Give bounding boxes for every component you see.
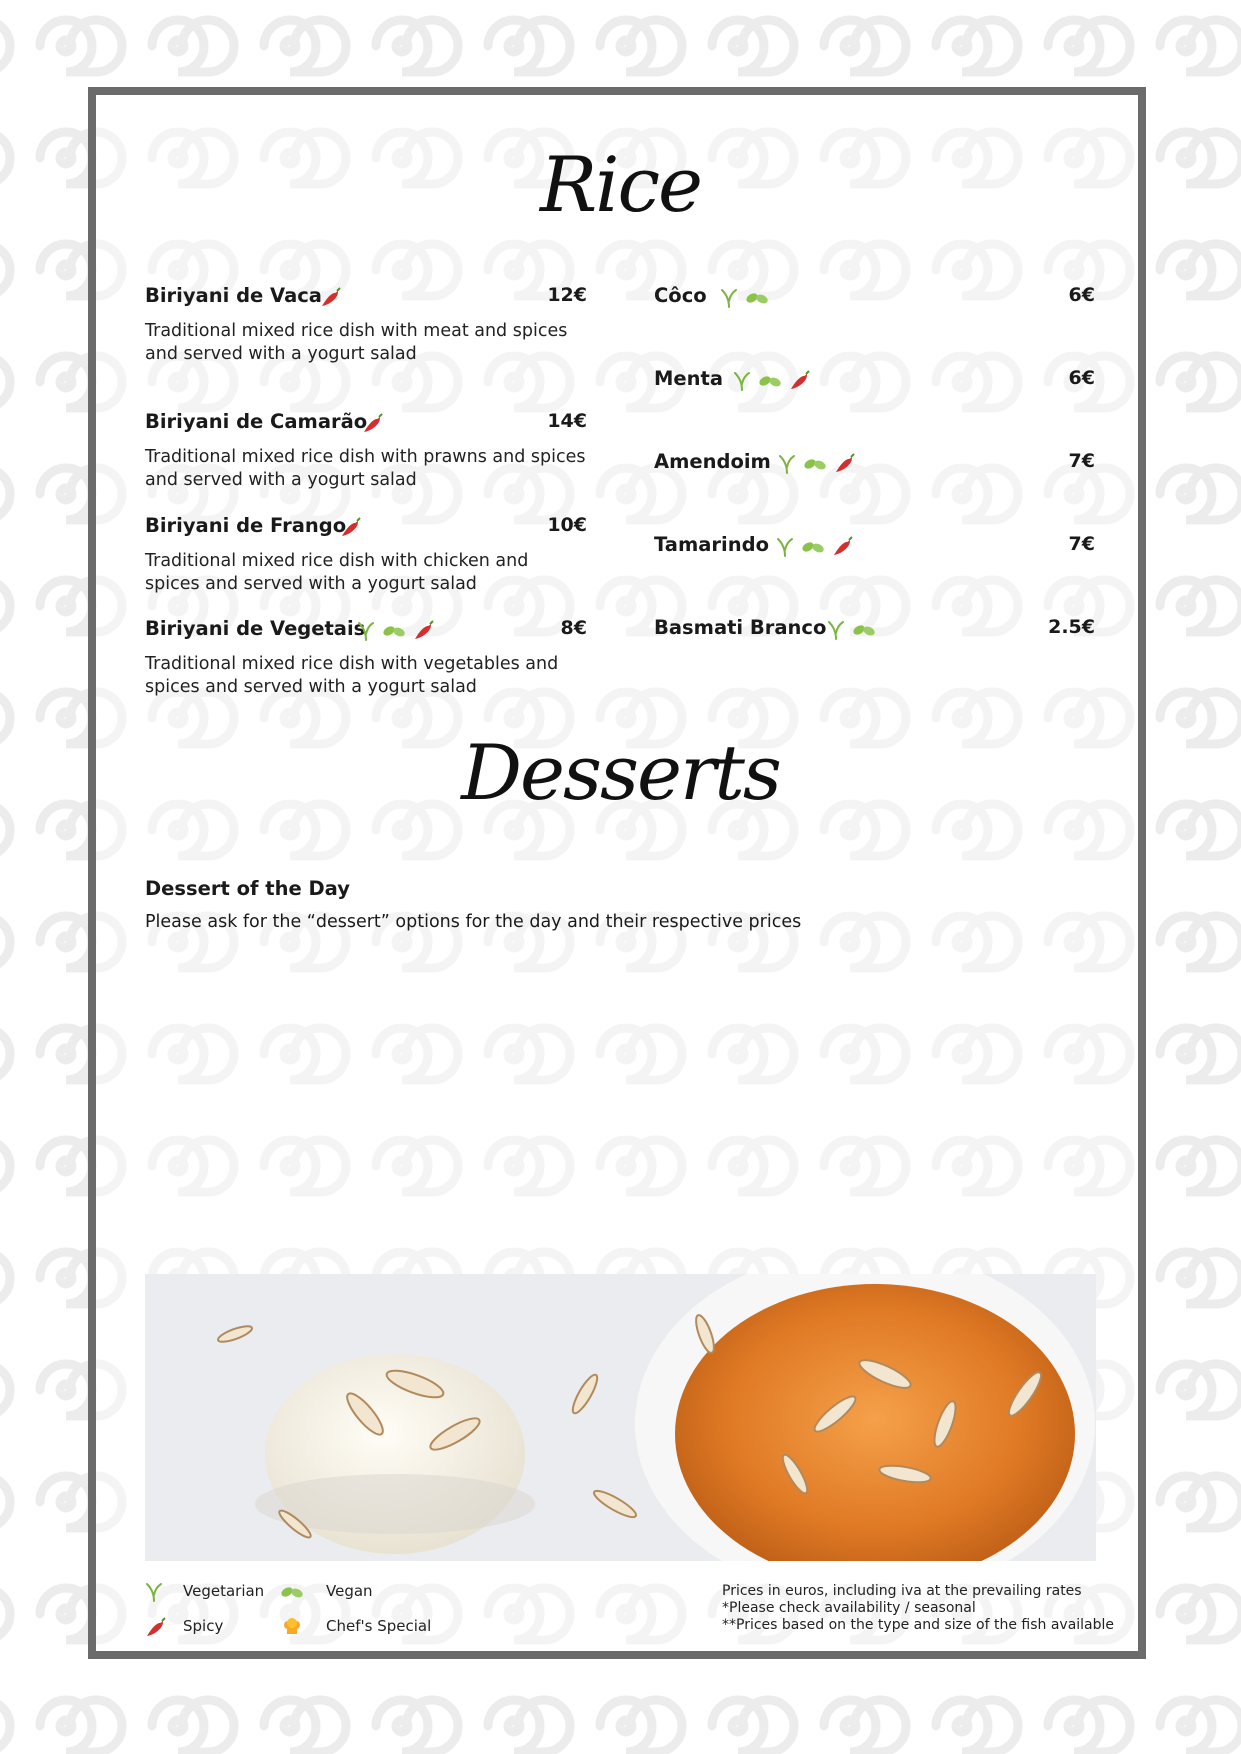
menu-item [654,450,1095,478]
spicy-icon [832,536,854,558]
spicy-icon [413,620,435,642]
item-icons [827,619,878,640]
legend-chef-special [282,1617,432,1637]
item-icons [357,620,437,642]
item-price: 6€ [1068,284,1095,306]
rice-section-title: Rice [539,140,702,229]
item-icons [720,287,771,308]
spicy-icon [340,517,362,539]
item-name: Côco [654,284,707,307]
item-price: 7€ [1068,533,1095,555]
vegan-icon [803,454,827,474]
spicy-icon [789,370,811,392]
legend-label: Chef's Special [326,1617,432,1635]
vegan-icon [758,371,782,391]
menu-item [654,533,1095,561]
item-price: 8€ [560,617,587,639]
vegetarian-icon [778,454,796,474]
item-description: Traditional mixed rice dish with meat and spices and served with a yogurt salad [145,321,568,364]
vegetarian-icon [776,537,794,557]
item-icons [320,287,344,309]
item-price: 12€ [547,284,587,306]
item-name: Menta [654,367,723,390]
legend-vegetarian [145,1582,265,1602]
vegetarian-icon [733,371,751,391]
legend-vegan [280,1582,373,1602]
item-name: Biriyani de Camarão [145,410,368,433]
item-name: Biriyani de Frango [145,514,347,537]
vegan-icon [382,621,406,641]
vegan-icon [801,537,825,557]
chef-hat-icon [282,1617,302,1637]
item-icons [362,413,386,435]
menu-item [654,367,1095,395]
item-price: 6€ [1068,367,1095,389]
price-notes [722,1583,1114,1634]
vegetarian-icon [357,621,375,641]
item-description: Traditional mixed rice dish with prawns and spices and served with a yogurt salad [145,447,586,490]
item-name: Tamarindo [654,533,769,556]
vegan-icon [745,288,769,308]
menu-item [145,617,587,699]
item-name: Biriyani de Vaca [145,284,322,307]
legend-label: Vegan [326,1582,373,1600]
item-icons [340,517,364,539]
desserts-section-title: Desserts [461,728,780,817]
vegetarian-icon [827,620,845,640]
item-description: Traditional mixed rice dish with vegetables and spices and served with a yogurt salad [145,654,559,697]
menu-item [654,284,1095,312]
dessert-name: Dessert of the Day [145,877,350,900]
spicy-icon [320,287,342,309]
note-line: Prices in euros, including iva at the prevailing rates [722,1583,1082,1599]
note-line: **Prices based on the type and size of the fish available [722,1617,1115,1633]
item-description: Traditional mixed rice dish with chicken and spices and served with a yogurt salad [145,551,529,594]
item-icons [733,370,813,392]
legend-label: Spicy [183,1617,224,1635]
vegetarian-icon [720,288,738,308]
dessert-description: Please ask for the “dessert” options for the day and their respective prices [145,912,802,932]
vegetarian-icon [145,1582,163,1602]
spicy-icon [362,413,384,435]
menu-item [145,410,587,492]
vegan-icon [852,620,876,640]
spicy-icon [145,1617,167,1639]
spicy-icon [834,453,856,475]
dessert-photo [145,1274,1096,1561]
item-price: 10€ [547,514,587,536]
item-name: Amendoim [654,450,771,473]
menu-item [145,284,587,366]
legend-label: Vegetarian [183,1582,265,1600]
item-name: Biriyani de Vegetais [145,617,366,640]
note-line: *Please check availability / seasonal [722,1600,976,1616]
menu-item [654,616,1095,644]
item-price: 14€ [547,410,587,432]
item-price: 7€ [1068,450,1095,472]
vegan-icon [280,1582,304,1602]
menu-item [145,514,587,596]
item-icons [778,453,858,475]
item-price: 2.5€ [1048,616,1095,638]
item-icons [776,536,856,558]
item-name: Basmati Branco [654,616,827,639]
legend-spicy [145,1617,224,1639]
